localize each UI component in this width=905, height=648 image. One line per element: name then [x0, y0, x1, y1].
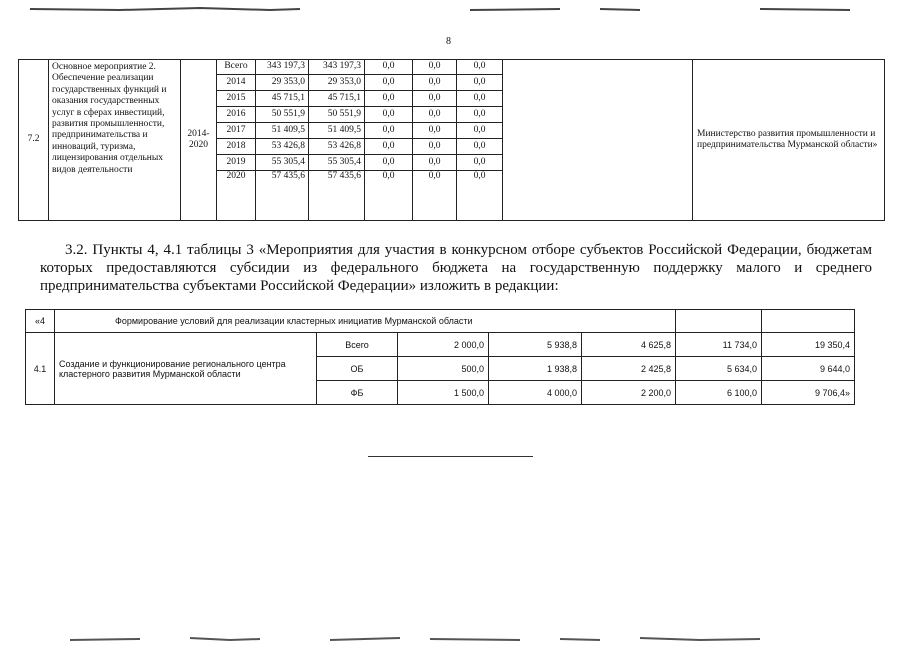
table-cell: 1 938,8	[489, 357, 582, 381]
closing-rule	[368, 456, 533, 457]
table-cell: 9 644,0	[762, 357, 855, 381]
table-cell: 0,0	[365, 155, 413, 171]
scan-artifact-top	[0, 0, 905, 6]
table-cell: 45 715,1	[256, 91, 309, 107]
table-cell-year: 2018	[217, 139, 256, 155]
table-cell: 500,0	[398, 357, 489, 381]
table-cell: 0,0	[457, 171, 503, 221]
table-cell: 51 409,5	[309, 123, 365, 139]
table-cell-year: 2020	[217, 171, 256, 221]
empty-cell	[762, 310, 855, 333]
table-cell: 0,0	[365, 123, 413, 139]
table-cell: 2 200,0	[582, 381, 676, 405]
table-cell: 0,0	[413, 75, 457, 91]
table-cell: 0,0	[413, 91, 457, 107]
table-cell: 29 353,0	[256, 75, 309, 91]
table-cell: 0,0	[413, 155, 457, 171]
table-cell: 4 000,0	[489, 381, 582, 405]
table-cell: 45 715,1	[309, 91, 365, 107]
table-cell-year: 2017	[217, 123, 256, 139]
source-cell: ФБ	[317, 381, 398, 405]
table-cell-year: 2015	[217, 91, 256, 107]
page-number: 8	[446, 36, 451, 47]
empty-cell	[676, 310, 762, 333]
amendment-paragraph: 3.2. Пункты 4, 4.1 таблицы 3 «Мероприятия для участия в конкурсном отборе субъектов Российской Федерации, бюджетам которых предоставляются субсидии из федерального бюджета на государственную поддержку малого и среднего предпринимательства субъектами Российской Федерации» изложить в редакции:	[40, 242, 872, 294]
empty-cell	[503, 60, 693, 221]
responsible-executor: Министерство развития промышленности и предпринимательства Мурманской области»	[693, 60, 885, 221]
item-number: 7.2	[19, 60, 49, 221]
table-cell: 5 634,0	[676, 357, 762, 381]
table-cell: 6 100,0	[676, 381, 762, 405]
table-cell: 0,0	[457, 60, 503, 75]
table-cell: 0,0	[365, 75, 413, 91]
table-cell: 0,0	[457, 91, 503, 107]
table-cell: 0,0	[457, 107, 503, 123]
table-cell: 343 197,3	[309, 60, 365, 75]
scan-artifact-bottom	[0, 630, 905, 640]
table-cell: 0,0	[413, 139, 457, 155]
source-cell: Всего	[317, 333, 398, 357]
table-cell: 0,0	[365, 91, 413, 107]
table-cell: 50 551,9	[256, 107, 309, 123]
table-cell: 0,0	[365, 171, 413, 221]
table-cell: 4 625,8	[582, 333, 676, 357]
table-cell: 2 425,8	[582, 357, 676, 381]
table-cell: 51 409,5	[256, 123, 309, 139]
table-cell-year: 2016	[217, 107, 256, 123]
table-cell: 53 426,8	[256, 139, 309, 155]
item-name: Создание и функционирование регионального центра кластерного развития Мурманской области	[55, 333, 317, 405]
table-cell: 0,0	[457, 75, 503, 91]
table-cell: 0,0	[413, 60, 457, 75]
table-cell: 0,0	[457, 123, 503, 139]
table-cell: 19 350,4	[762, 333, 855, 357]
table-cell: 343 197,3	[256, 60, 309, 75]
table-cell: 50 551,9	[309, 107, 365, 123]
program-table	[18, 59, 885, 221]
table-cell: 1 500,0	[398, 381, 489, 405]
table-cell: 0,0	[413, 123, 457, 139]
measures-table	[25, 309, 855, 405]
header-number: «4	[26, 310, 55, 333]
table-cell: 55 305,4	[309, 155, 365, 171]
table-cell: 55 305,4	[256, 155, 309, 171]
period: 2014-2020	[181, 60, 217, 221]
source-cell: ОБ	[317, 357, 398, 381]
table-cell: 0,0	[413, 107, 457, 123]
table-cell: 2 000,0	[398, 333, 489, 357]
table-cell: 0,0	[457, 155, 503, 171]
table-cell: 57 435,6	[256, 171, 309, 221]
table-cell-year: Всего	[217, 60, 256, 75]
table-cell: 0,0	[365, 139, 413, 155]
table-cell: 53 426,8	[309, 139, 365, 155]
table-cell: 0,0	[365, 107, 413, 123]
table-cell: 57 435,6	[309, 171, 365, 221]
table-cell: 0,0	[413, 171, 457, 221]
header-title: Формирование условий для реализации кластерных инициатив Мурманской области	[55, 310, 676, 333]
table-cell: 29 353,0	[309, 75, 365, 91]
item-number: 4.1	[26, 333, 55, 405]
table-cell: 11 734,0	[676, 333, 762, 357]
table-cell-year: 2014	[217, 75, 256, 91]
table-cell-year: 2019	[217, 155, 256, 171]
table-cell: 0,0	[457, 139, 503, 155]
table-cell: 5 938,8	[489, 333, 582, 357]
table-cell: 0,0	[365, 60, 413, 75]
table-cell: 9 706,4»	[762, 381, 855, 405]
item-name: Основное мероприятие 2. Обеспечение реализации государственных функций и оказания государственных услуг в сферах инвестиций, развития промышленности, предпринимательства и инноваций, туризма, лицензирования отдельных видов деятельности	[49, 60, 181, 221]
